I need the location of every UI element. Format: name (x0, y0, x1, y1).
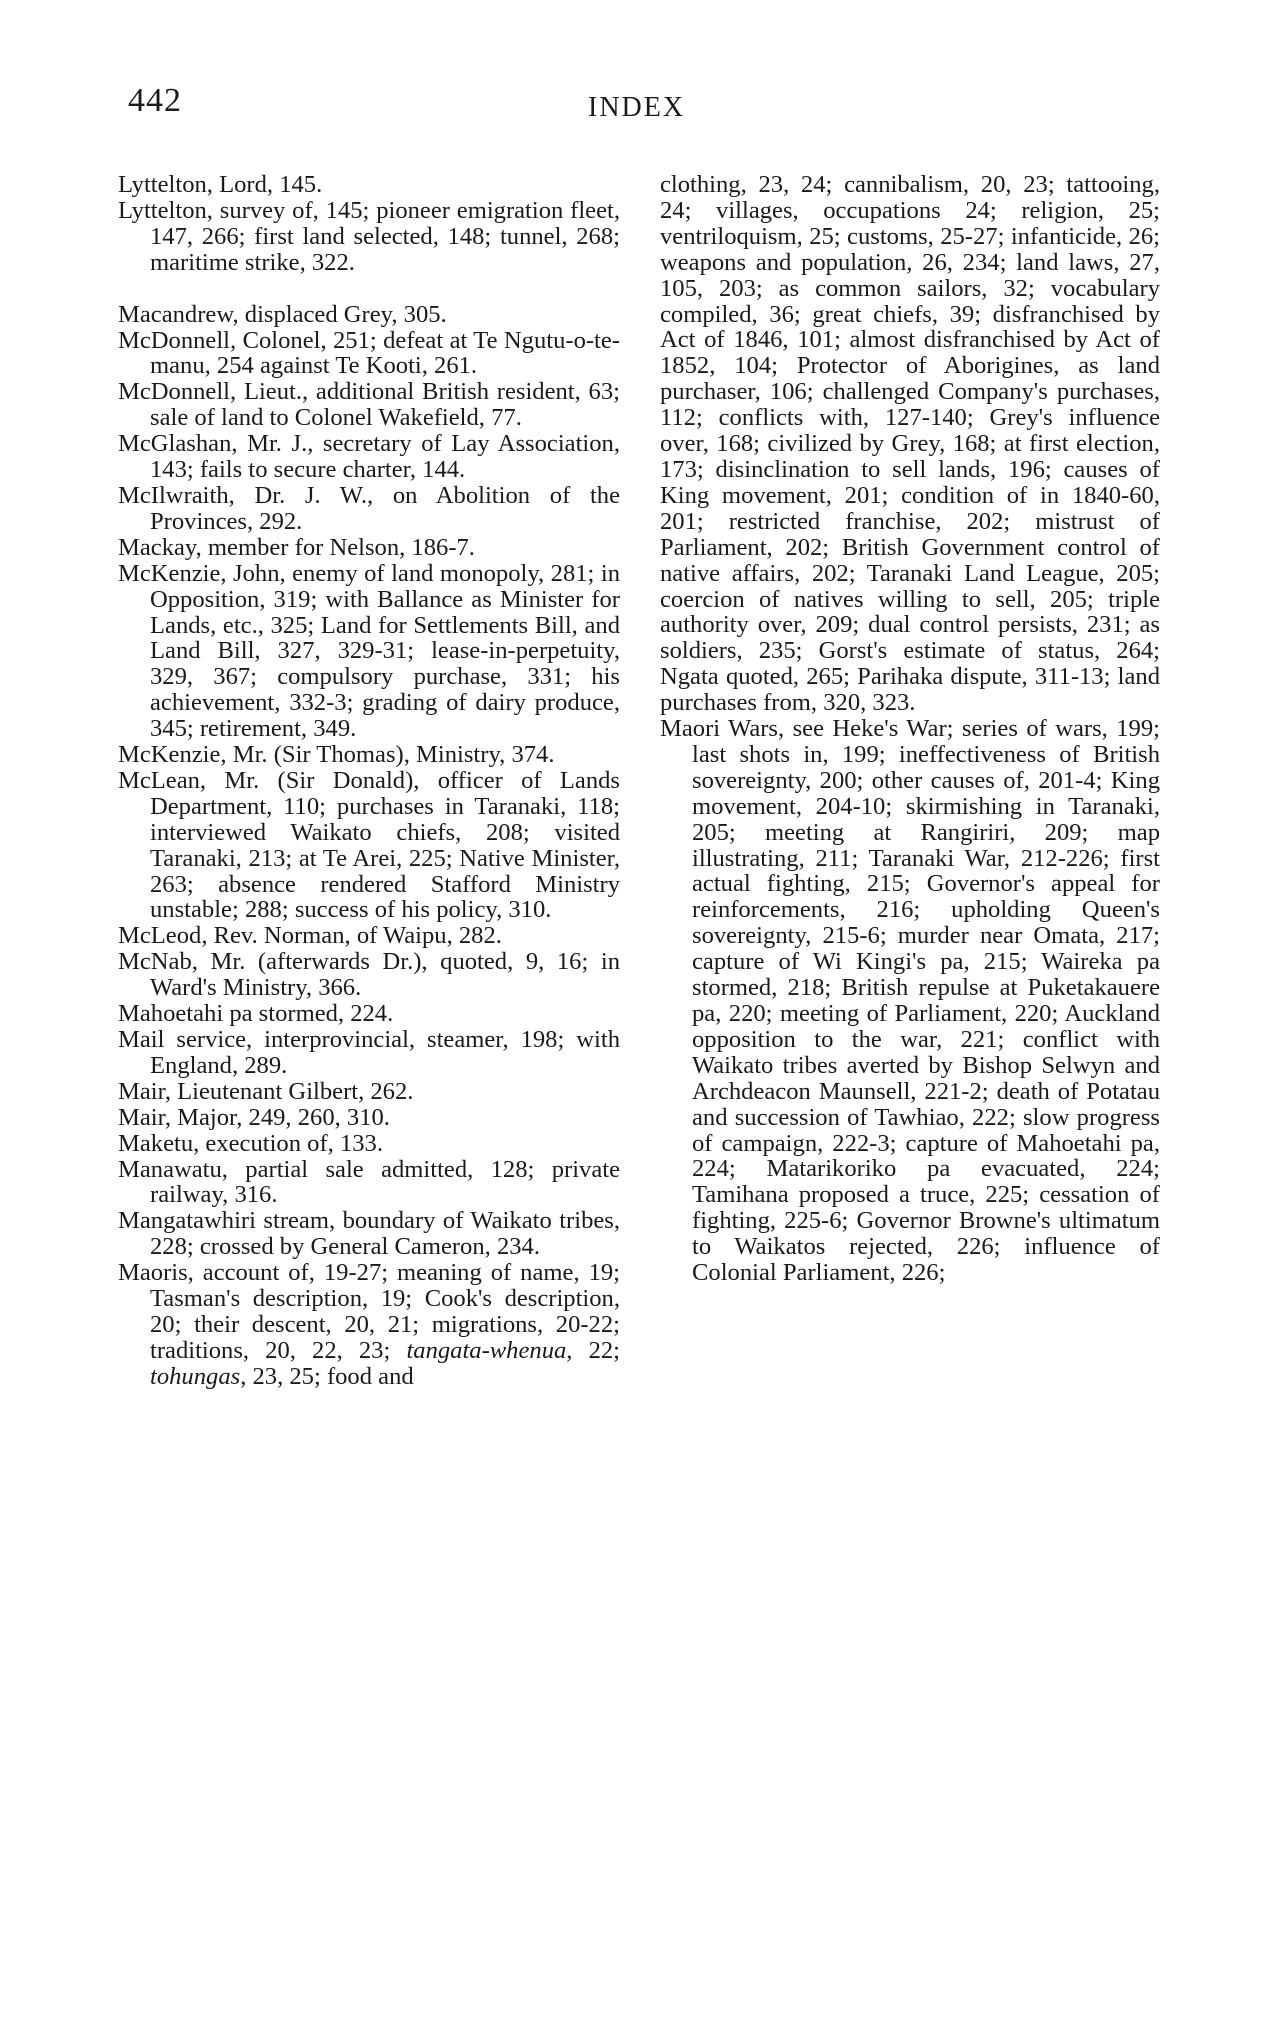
index-entry: Manawatu, partial sale admitted, 128; private railway, 316. (118, 1155, 620, 1209)
index-entry: McIlwraith, Dr. J. W., on Abolition of the Provinces, 292. (118, 481, 620, 535)
index-entry: Maori Wars, see Heke's War; series of wars, 199; last shots in, 199; ineffectiveness of British sovereignty, 200; other causes of, 201-4; King movement, 204-10; skirmishing in Taranaki, 205; meeting at Rangiriri, 209; map illustrating, 211; Taranaki War, 212-226; first actual fighting, 215; Governor's appeal for reinforcements, 216; upholding Queen's sovereignty, 215-6; murder near Omata, 217; capture of Wi Kingi's pa, 215; Waireka pa stormed, 218; British repulse at Puketakauere pa, 220; meeting of Parliament, 220; Auckland opposition to the war, 221; conflict with Waikato tribes averted by Bishop Selwyn and Archdeacon Maunsell, 221-2; death of Potatau and succession of Tawhiao, 222; slow progress of campaign, 222-3; capture of Mahoetahi pa, 224; Matarikoriko pa evacuated, 224; Tamihana proposed a truce, 225; cessation of fighting, 225-6; Governor Browne's ultimatum to Waikatos rejected, 226; influence of Colonial Parliament, 226; (660, 715, 1160, 1287)
index-entry: Mangatawhiri stream, boundary of Waikato tribes, 228; crossed by General Cameron, 234. (118, 1207, 620, 1261)
running-head: INDEX (588, 92, 686, 123)
index-entry: McKenzie, John, enemy of land monopoly, 281; in Opposition, 319; with Ballance as Minister for Lands, etc., 325; Land for Settlements Bill, and Land Bill, 327, 329-31; lease-in-perpetuity, 329, 367; compulsory purchase, 331; his achievement, 332-3; grading of dairy produce, 345; retirement, 349. (118, 559, 620, 743)
italic-term: tangata-whenua (406, 1336, 567, 1364)
index-entry: Mackay, member for Nelson, 186-7. (118, 533, 475, 561)
entry-text: , 23, 25; food and (240, 1362, 414, 1390)
index-entry: McDonnell, Lieut., additional British resident, 63; sale of land to Colonel Wakefield, 77. (118, 378, 620, 432)
index-entry-continued: clothing, 23, 24; cannibalism, 20, 23; tattooing, 24; villages, occupations 24; religion, 25; ventriloquism, 25; customs, 25-27; infanticide, 26; weapons and population, 26, 234; land laws, 27, 105, 203; as common sailors, 32; vocabulary compiled, 36; great chiefs, 39; disfranchised by Act of 1846, 101; almost disfranchised by Act of 1852, 104; Protector of Aborigines, as land purchaser, 106; challenged Company's purchases, 112; conflicts with, 127-140; Grey's influence over, 168; civilized by Grey, 168; at first election, 173; disinclination to sell lands, 196; causes of King movement, 201; condition of in 1840-60, 201; restricted franchise, 202; mistrust of Parliament, 202; British Government control of native affairs, 202; Taranaki Land League, 205; coercion of natives willing to sell, 205; triple authority over, 209; dual control persists, 231; as soldiers, 235; Gorst's estimate of status, 264; Ngata quoted, 265; Parihaka dispute, 311-13; land purchases from, 320, 323. (660, 171, 1160, 717)
index-column-right (660, 172, 1160, 1286)
index-entry-maoris (118, 1260, 620, 1390)
index-entry: McLean, Mr. (Sir Donald), officer of Lands Department, 110; purchases in Taranaki, 118; interviewed Waikato chiefs, 208; visited Taranaki, 213; at Te Arei, 225; Native Minister, 263; absence rendered Stafford Ministry unstable; 288; success of his policy, 310. (118, 766, 620, 924)
index-column-left (118, 172, 620, 1390)
index-entry: McGlashan, Mr. J., secretary of Lay Association, 143; fails to secure charter, 144. (118, 430, 620, 484)
italic-term: tohungas (150, 1362, 241, 1390)
index-entry: Mair, Major, 249, 260, 310. (118, 1103, 390, 1131)
index-entry: Lyttelton, Lord, 145. (118, 171, 323, 198)
index-entry: Mail service, interprovincial, steamer, 198; with England, 289. (118, 1026, 620, 1079)
index-entry: McKenzie, Mr. (Sir Thomas), Ministry, 374. (118, 741, 555, 769)
index-entry: Macandrew, displaced Grey, 305. (118, 300, 447, 328)
index-entry: Mahoetahi pa stormed, 224. (118, 1000, 394, 1028)
entry-text: Maoris, account of, 19-27; meaning of name, 19; Tasman's description, 19; Cook's description, 20; their descent, 20, 21; migrations, 20-22; traditions, 20, 22, 23; (118, 1259, 620, 1364)
entry-text: , 22; (566, 1336, 620, 1364)
index-entry: McDonnell, Colonel, 251; defeat at Te Ngutu-o-te-manu, 254 against Te Kooti, 261. (118, 326, 620, 380)
index-entry: Lyttelton, survey of, 145; pioneer emigration fleet, 147, 266; first land selected, 148; tunnel, 268; maritime strike, 322. (118, 196, 620, 276)
index-entry: Mair, Lieutenant Gilbert, 262. (118, 1077, 414, 1105)
index-entry: Maketu, execution of, 133. (118, 1129, 383, 1157)
index-entry: McNab, Mr. (afterwards Dr.), quoted, 9, 16; in Ward's Ministry, 366. (118, 948, 620, 1002)
page-number: 442 (128, 82, 182, 119)
index-entry: McLeod, Rev. Norman, of Waipu, 282. (118, 922, 502, 950)
